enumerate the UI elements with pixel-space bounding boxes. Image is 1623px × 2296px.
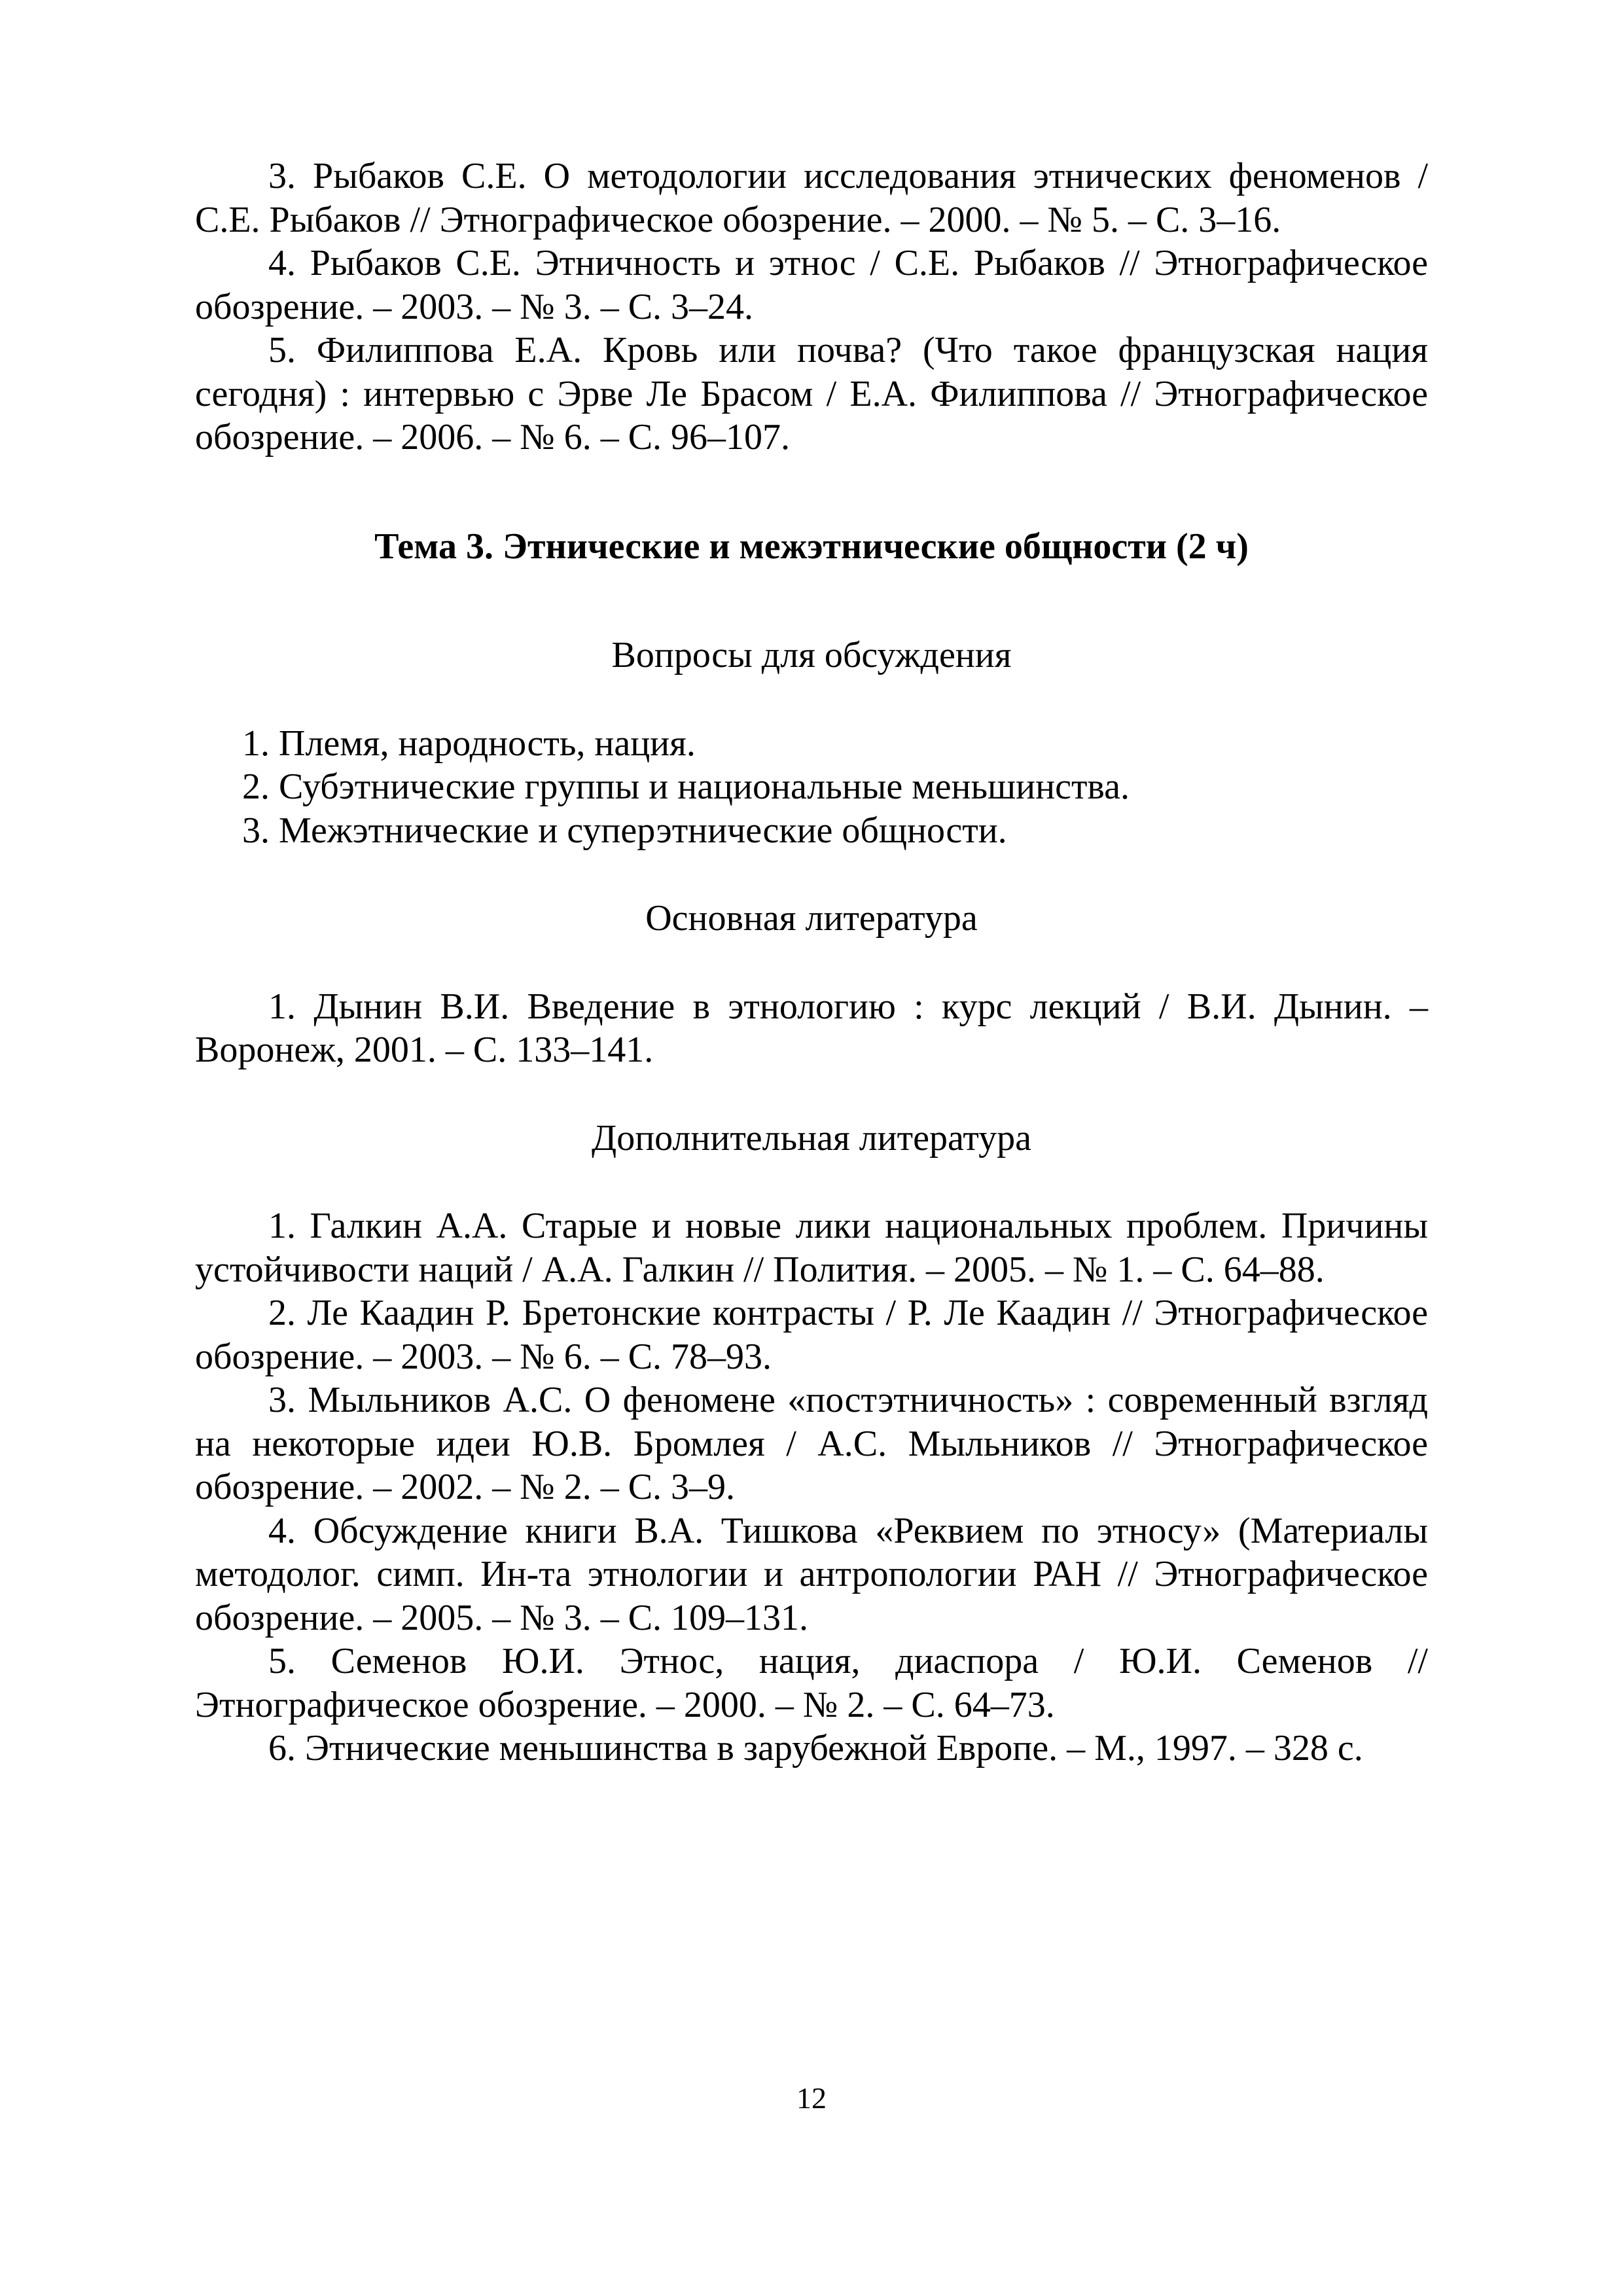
reference-item: 3. Мыльников А.С. О феномене «постэтничность» : современный взгляд на некоторые идеи Ю.В. Бромлея / А.С. Мыльников // Этнографическое обозрение. – 2002. – № 2. – С. 3–9.: [195, 1380, 1428, 1507]
extra-literature-list: [195, 1204, 1428, 1770]
questions-heading: Вопросы для обсуждения: [611, 635, 1012, 675]
reference-item: 2. Ле Каадин Р. Бретонские контрасты / Р. Ле Каадин // Этнографическое обозрение. – 2003. – № 6. – С. 78–93.: [195, 1293, 1428, 1377]
main-literature-list: [195, 985, 1428, 1072]
document-page: [195, 154, 1428, 1770]
question-item: 3. Межэтнические и суперэтнические общности.: [242, 810, 1007, 851]
reference-item: 5. Филиппова Е.А. Кровь или почва? (Что такое французская нация сегодня) : интервью с Эрве Ле Брасом / Е.А. Филиппова // Этнографическое обозрение. – 2006. – № 6. – С. 96–107.: [195, 330, 1428, 457]
reference-item: 5. Семенов Ю.И. Этнос, нация, диаспора / Ю.И. Семенов // Этнографическое обозрение. – 2000. – № 2. – С. 64–73.: [195, 1641, 1428, 1725]
topic-title: Тема 3. Этнические и межэтнические общности (2 ч): [374, 526, 1249, 567]
reference-item: 4. Рыбаков С.Е. Этничность и этнос / С.Е. Рыбаков // Этнографическое обозрение. – 2003. – № 3. – С. 3–24.: [195, 243, 1428, 327]
extra-literature-heading: Дополнительная литература: [592, 1117, 1031, 1158]
questions-list: [195, 722, 1428, 853]
main-literature-heading: Основная литература: [645, 898, 978, 939]
page-number: 12: [796, 2081, 827, 2115]
question-item: 1. Племя, народность, нация.: [242, 723, 696, 764]
reference-item: 6. Этнические меньшинства в зарубежной Европе. – М., 1997. – 328 с.: [268, 1728, 1363, 1768]
reference-item: 4. Обсуждение книги В.А. Тишкова «Реквием по этносу» (Материалы методолог. симп. Ин-та этнологии и антропологии РАН // Этнографическое обозрение. – 2005. – № 3. – С. 109–131.: [195, 1510, 1428, 1638]
reference-item: 1. Дынин В.И. Введение в этнологию : курс лекций / В.И. Дынин. – Воронеж, 2001. – С. 133–141.: [195, 986, 1428, 1070]
reference-item: 1. Галкин А.А. Старые и новые лики национальных проблем. Причины устойчивости наций / А.А. Галкин // Полития. – 2005. – № 1. – С. 64–88.: [195, 1206, 1428, 1290]
reference-item: 3. Рыбаков С.Е. О методологии исследования этнических феноменов / С.Е. Рыбаков // Этнографическое обозрение. – 2000. – № 5. – С. 3–16.: [195, 156, 1428, 240]
top-references: [195, 154, 1428, 459]
question-item: 2. Субэтнические группы и национальные меньшинства.: [242, 766, 1130, 807]
